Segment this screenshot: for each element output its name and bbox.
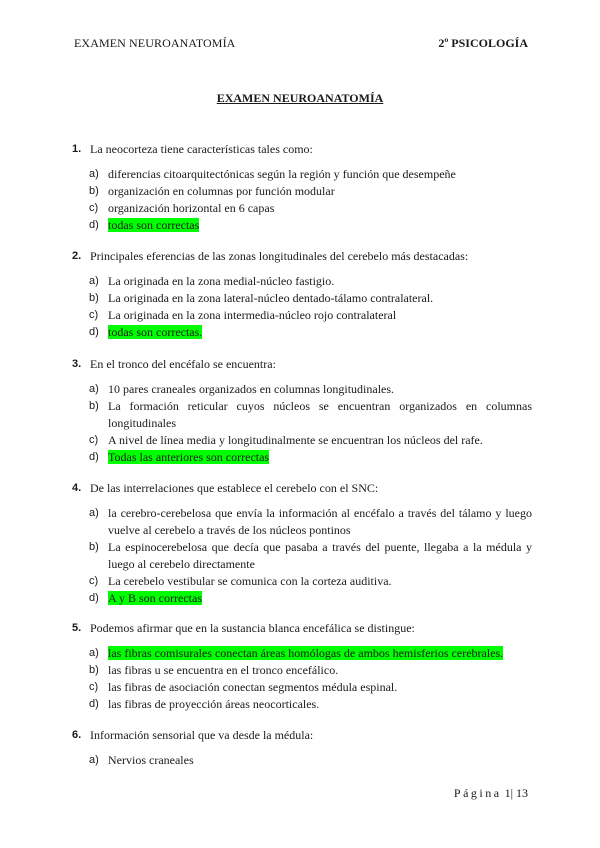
option-letter: d): [89, 219, 99, 231]
question-text: Principales eferencias de las zonas longitudinales del cerebelo más destacadas:: [90, 249, 469, 263]
option-text: [108, 645, 532, 662]
question-stem: [72, 480, 532, 497]
option-text: La formación reticular cuyos núcleos se encuentran organizados en columnas longitudinales: [108, 399, 532, 430]
answer-option: [72, 183, 532, 200]
question-stem: [72, 356, 532, 373]
answer-option: [72, 398, 532, 432]
option-letter: a): [89, 507, 99, 519]
question-text: De las interrelaciones que establece el cerebelo con el SNC:: [90, 481, 379, 495]
answer-option: [72, 539, 532, 573]
answer-option: [72, 200, 532, 217]
option-letter: b): [89, 541, 99, 553]
option-text: las fibras de proyección áreas neocorticales.: [108, 697, 320, 711]
option-letter: d): [89, 698, 99, 710]
option-list: [72, 752, 532, 769]
option-text: las fibras u se encuentra en el tronco encefálico.: [108, 663, 339, 677]
answer-option: [72, 645, 532, 662]
option-letter: b): [89, 400, 99, 412]
page-label: Página: [453, 786, 502, 800]
header-left-title: EXAMEN NEUROANATOMÍA: [74, 36, 236, 50]
option-list: [72, 273, 532, 341]
correct-answer-highlight: Todas las anteriores son correctas: [108, 450, 270, 464]
answer-option: [72, 217, 532, 234]
option-text: [108, 324, 532, 341]
option-letter: a): [89, 383, 99, 395]
page-current: 1: [504, 786, 511, 800]
correct-answer-highlight: todas son correctas: [108, 218, 200, 232]
option-list: [72, 505, 532, 607]
option-letter: d): [89, 592, 99, 604]
answer-option: [72, 679, 532, 696]
option-text: A nivel de línea media y longitudinalmente se encuentran los núcleos del rafe.: [108, 433, 483, 447]
question-number: 1.: [72, 143, 82, 155]
option-letter: b): [89, 292, 99, 304]
option-text: Nervios craneales: [108, 753, 194, 767]
option-text: las fibras de asociación conectan segmentos médula espinal.: [108, 680, 398, 694]
option-text: La cerebelo vestibular se comunica con la corteza auditiva.: [108, 574, 392, 588]
question-number: 3.: [72, 358, 82, 370]
option-text: la cerebro-cerebelosa que envía la información al encéfalo a través del tálamo y luego vuelve al cerebelo a través de los núcleos pontinos: [108, 506, 532, 537]
option-letter: c): [89, 309, 99, 321]
option-text: La espinocerebelosa que decía que pasaba a través del puente, llegaba a la médula y luego al cerebelo directamente: [108, 540, 532, 571]
answer-option: [72, 662, 532, 679]
answer-option: [72, 752, 532, 769]
question-text: Información sensorial que va desde la médula:: [90, 728, 314, 742]
option-text: La originada en la zona lateral-núcleo dentado-tálamo contralateral.: [108, 291, 434, 305]
question-text: Podemos afirmar que en la sustancia blanca encefálica se distingue:: [90, 621, 415, 635]
option-letter: d): [89, 326, 99, 338]
question-text: En el tronco del encéfalo se encuentra:: [90, 357, 276, 371]
option-letter: a): [89, 647, 99, 659]
answer-option: [72, 449, 532, 466]
option-text: diferencias citoarquitectónicas según la región y función que desempeñe: [108, 167, 456, 181]
question-number: 4.: [72, 482, 82, 494]
option-text: La originada en la zona medial-núcleo fastigio.: [108, 274, 335, 288]
option-text: organización en columnas por función modular: [108, 184, 335, 198]
answer-option: [72, 573, 532, 590]
answer-option: [72, 307, 532, 324]
option-letter: a): [89, 168, 99, 180]
option-letter: b): [89, 664, 99, 676]
question-text: La neocorteza tiene características tales como:: [90, 142, 313, 156]
option-text: 10 pares craneales organizados en columnas longitudinales.: [108, 382, 395, 396]
option-letter: c): [89, 434, 99, 446]
answer-option: [72, 381, 532, 398]
question: [72, 620, 532, 713]
answer-option: [72, 290, 532, 307]
answer-option: [72, 696, 532, 713]
question-number: 2.: [72, 250, 82, 262]
option-text: [108, 590, 532, 607]
option-letter: a): [89, 754, 99, 766]
answer-option: [72, 432, 532, 449]
page-total: 13: [516, 786, 528, 800]
page-separator: |: [510, 786, 513, 800]
option-letter: c): [89, 202, 99, 214]
correct-answer-highlight: las fibras comisurales conectan áreas homólogas de ambos hemisferios cerebrales.: [108, 646, 504, 660]
question: [72, 141, 532, 234]
question: [72, 480, 532, 607]
option-letter: b): [89, 185, 99, 197]
correct-answer-highlight: todas son correctas.: [108, 325, 203, 339]
option-list: [72, 645, 532, 713]
option-text: La originada en la zona intermedia-núcleo rojo contralateral: [108, 308, 397, 322]
correct-answer-highlight: A y B son correctas: [108, 591, 202, 605]
answer-option: [72, 324, 532, 341]
answer-option: [72, 590, 532, 607]
option-letter: c): [89, 681, 99, 693]
answer-option: [72, 273, 532, 290]
answer-option: [72, 505, 532, 539]
question: [72, 356, 532, 466]
option-letter: d): [89, 451, 99, 463]
option-list: [72, 166, 532, 234]
option-text: [108, 449, 532, 466]
option-letter: a): [89, 275, 99, 287]
page-title: EXAMEN NEUROANATOMÍA: [216, 91, 384, 105]
header-right-course: 2º PSICOLOGÍA: [438, 36, 528, 50]
question-number: 6.: [72, 729, 82, 741]
option-text: organización horizontal en 6 capas: [108, 201, 275, 215]
option-text: [108, 217, 532, 234]
question: [72, 727, 532, 769]
page-footer: [454, 786, 528, 801]
question-number: 5.: [72, 622, 82, 634]
question-stem: [72, 620, 532, 637]
answer-option: [72, 166, 532, 183]
option-list: [72, 381, 532, 466]
question-stem: [72, 727, 532, 744]
question-stem: [72, 141, 532, 158]
question: [72, 248, 532, 341]
option-letter: c): [89, 575, 99, 587]
question-stem: [72, 248, 532, 265]
